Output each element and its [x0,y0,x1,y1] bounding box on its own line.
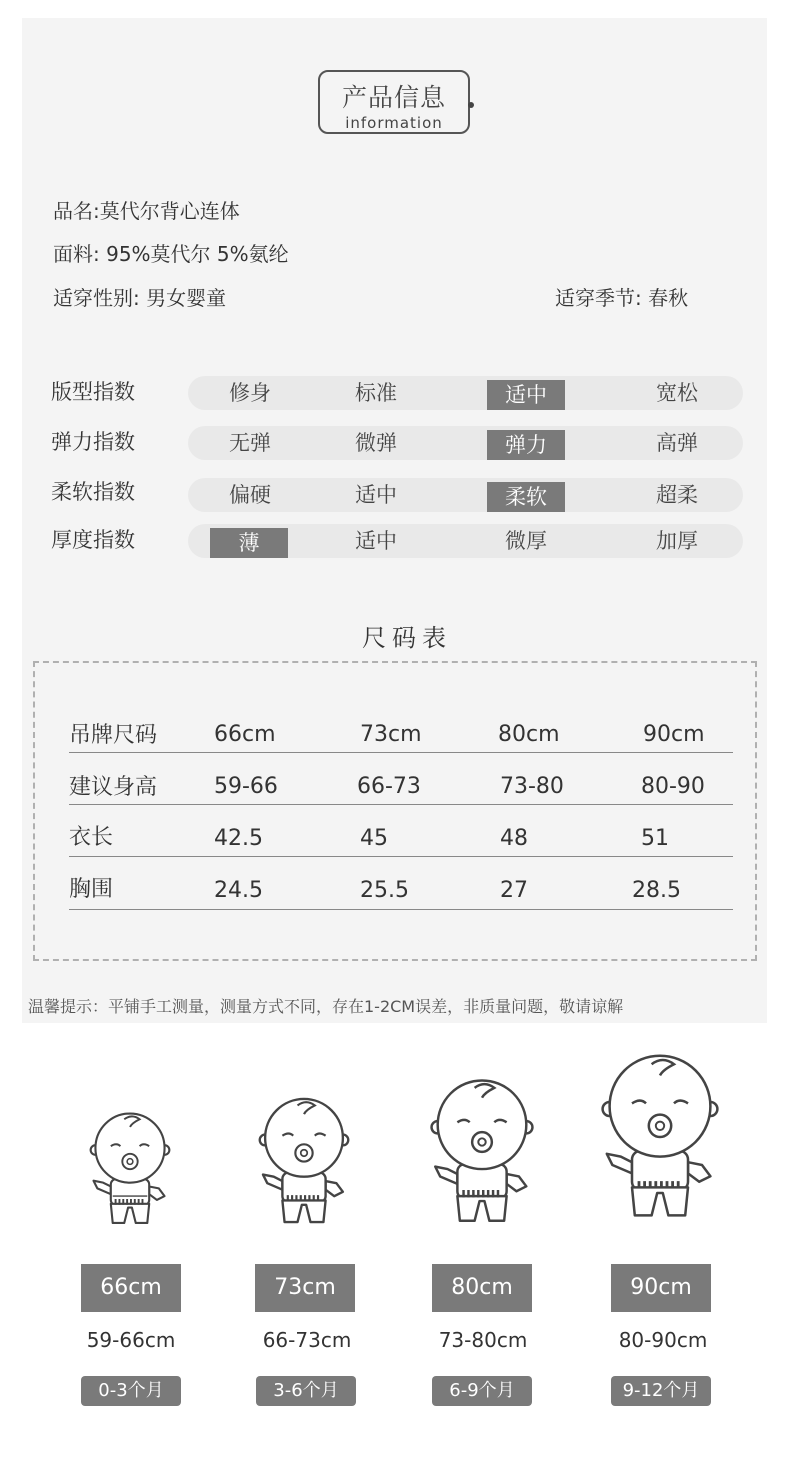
baby-illustration-icon [420,1078,544,1238]
table-row-label: 衣长 [69,825,114,850]
index-bar [188,478,743,512]
index-option: 修身 [229,381,271,405]
table-row-label: 建议身高 [69,775,158,800]
product-gender: 适穿性别: 男女婴童 [53,286,227,310]
index-bar [188,524,743,558]
index-option: 超柔 [656,483,698,507]
index-bar [188,426,743,460]
index-option: 适中 [355,529,397,553]
size-table-frame [33,661,757,961]
header-badge [318,70,470,134]
table-cell: 48 [500,826,528,851]
baby-illustration-icon [590,1052,730,1236]
index-option: 标准 [355,381,397,405]
baby-illustration-icon [250,1096,358,1238]
index-option: 微弹 [355,431,397,455]
table-cell: 80-90 [641,774,705,799]
table-cell: 73-80 [500,774,564,799]
index-label: 柔软指数 [51,480,135,504]
size-table-title: 尺码表 [362,624,452,652]
product-name: 品名:莫代尔背心连体 [53,199,240,223]
header-subtitle: information [345,114,443,132]
badge-dot [468,102,474,108]
table-row-label: 吊牌尺码 [69,723,158,748]
measurement-tip: 温馨提示：平铺手工测量，测量方式不同，存在1-2CM误差，非质量问题，敬请谅解 [28,997,624,1016]
table-cell: 51 [641,826,669,851]
table-cell: 73cm [360,722,422,747]
table-cell: 59-66 [214,774,278,799]
table-divider [69,909,733,910]
table-cell: 45 [360,826,388,851]
height-range: 66-73cm [262,1328,352,1352]
index-option: 无弹 [229,431,271,455]
product-fabric: 面料: 95%莫代尔 5%氨纶 [53,242,289,266]
index-option: 加厚 [656,529,698,553]
index-option: 偏硬 [229,483,271,507]
index-option-selected: 薄 [210,528,288,558]
index-option-selected: 弹力 [487,430,565,460]
index-option: 高弹 [656,431,698,455]
index-option-selected: 柔软 [487,482,565,512]
height-range: 80-90cm [618,1328,708,1352]
height-range: 59-66cm [86,1328,176,1352]
header-title: 产品信息 [341,83,446,112]
table-cell: 42.5 [214,826,263,851]
table-divider [69,856,733,857]
size-chip: 80cm [432,1264,532,1312]
product-season: 适穿季节: 春秋 [555,286,689,310]
index-option-selected: 适中 [487,380,565,410]
baby-illustration-icon [82,1110,178,1238]
size-chip: 66cm [81,1264,181,1312]
table-cell: 25.5 [360,878,409,903]
size-chip: 90cm [611,1264,711,1312]
age-chip: 6-9个月 [432,1376,532,1406]
index-option: 适中 [355,483,397,507]
table-cell: 66-73 [357,774,421,799]
table-divider [69,752,733,753]
table-row-label: 胸围 [69,877,114,902]
height-range: 73-80cm [438,1328,528,1352]
index-option: 宽松 [656,381,698,405]
table-cell: 28.5 [632,878,681,903]
age-chip: 0-3个月 [81,1376,181,1406]
table-cell: 27 [500,878,528,903]
index-option: 微厚 [505,529,547,553]
table-cell: 90cm [643,722,705,747]
age-chip: 3-6个月 [256,1376,356,1406]
index-label: 版型指数 [51,380,135,404]
index-bar [188,376,743,410]
table-cell: 66cm [214,722,276,747]
age-chip: 9-12个月 [611,1376,711,1406]
index-label: 厚度指数 [51,528,135,552]
table-cell: 24.5 [214,878,263,903]
table-divider [69,804,733,805]
table-cell: 80cm [498,722,560,747]
size-chip: 73cm [255,1264,355,1312]
index-label: 弹力指数 [51,430,135,454]
